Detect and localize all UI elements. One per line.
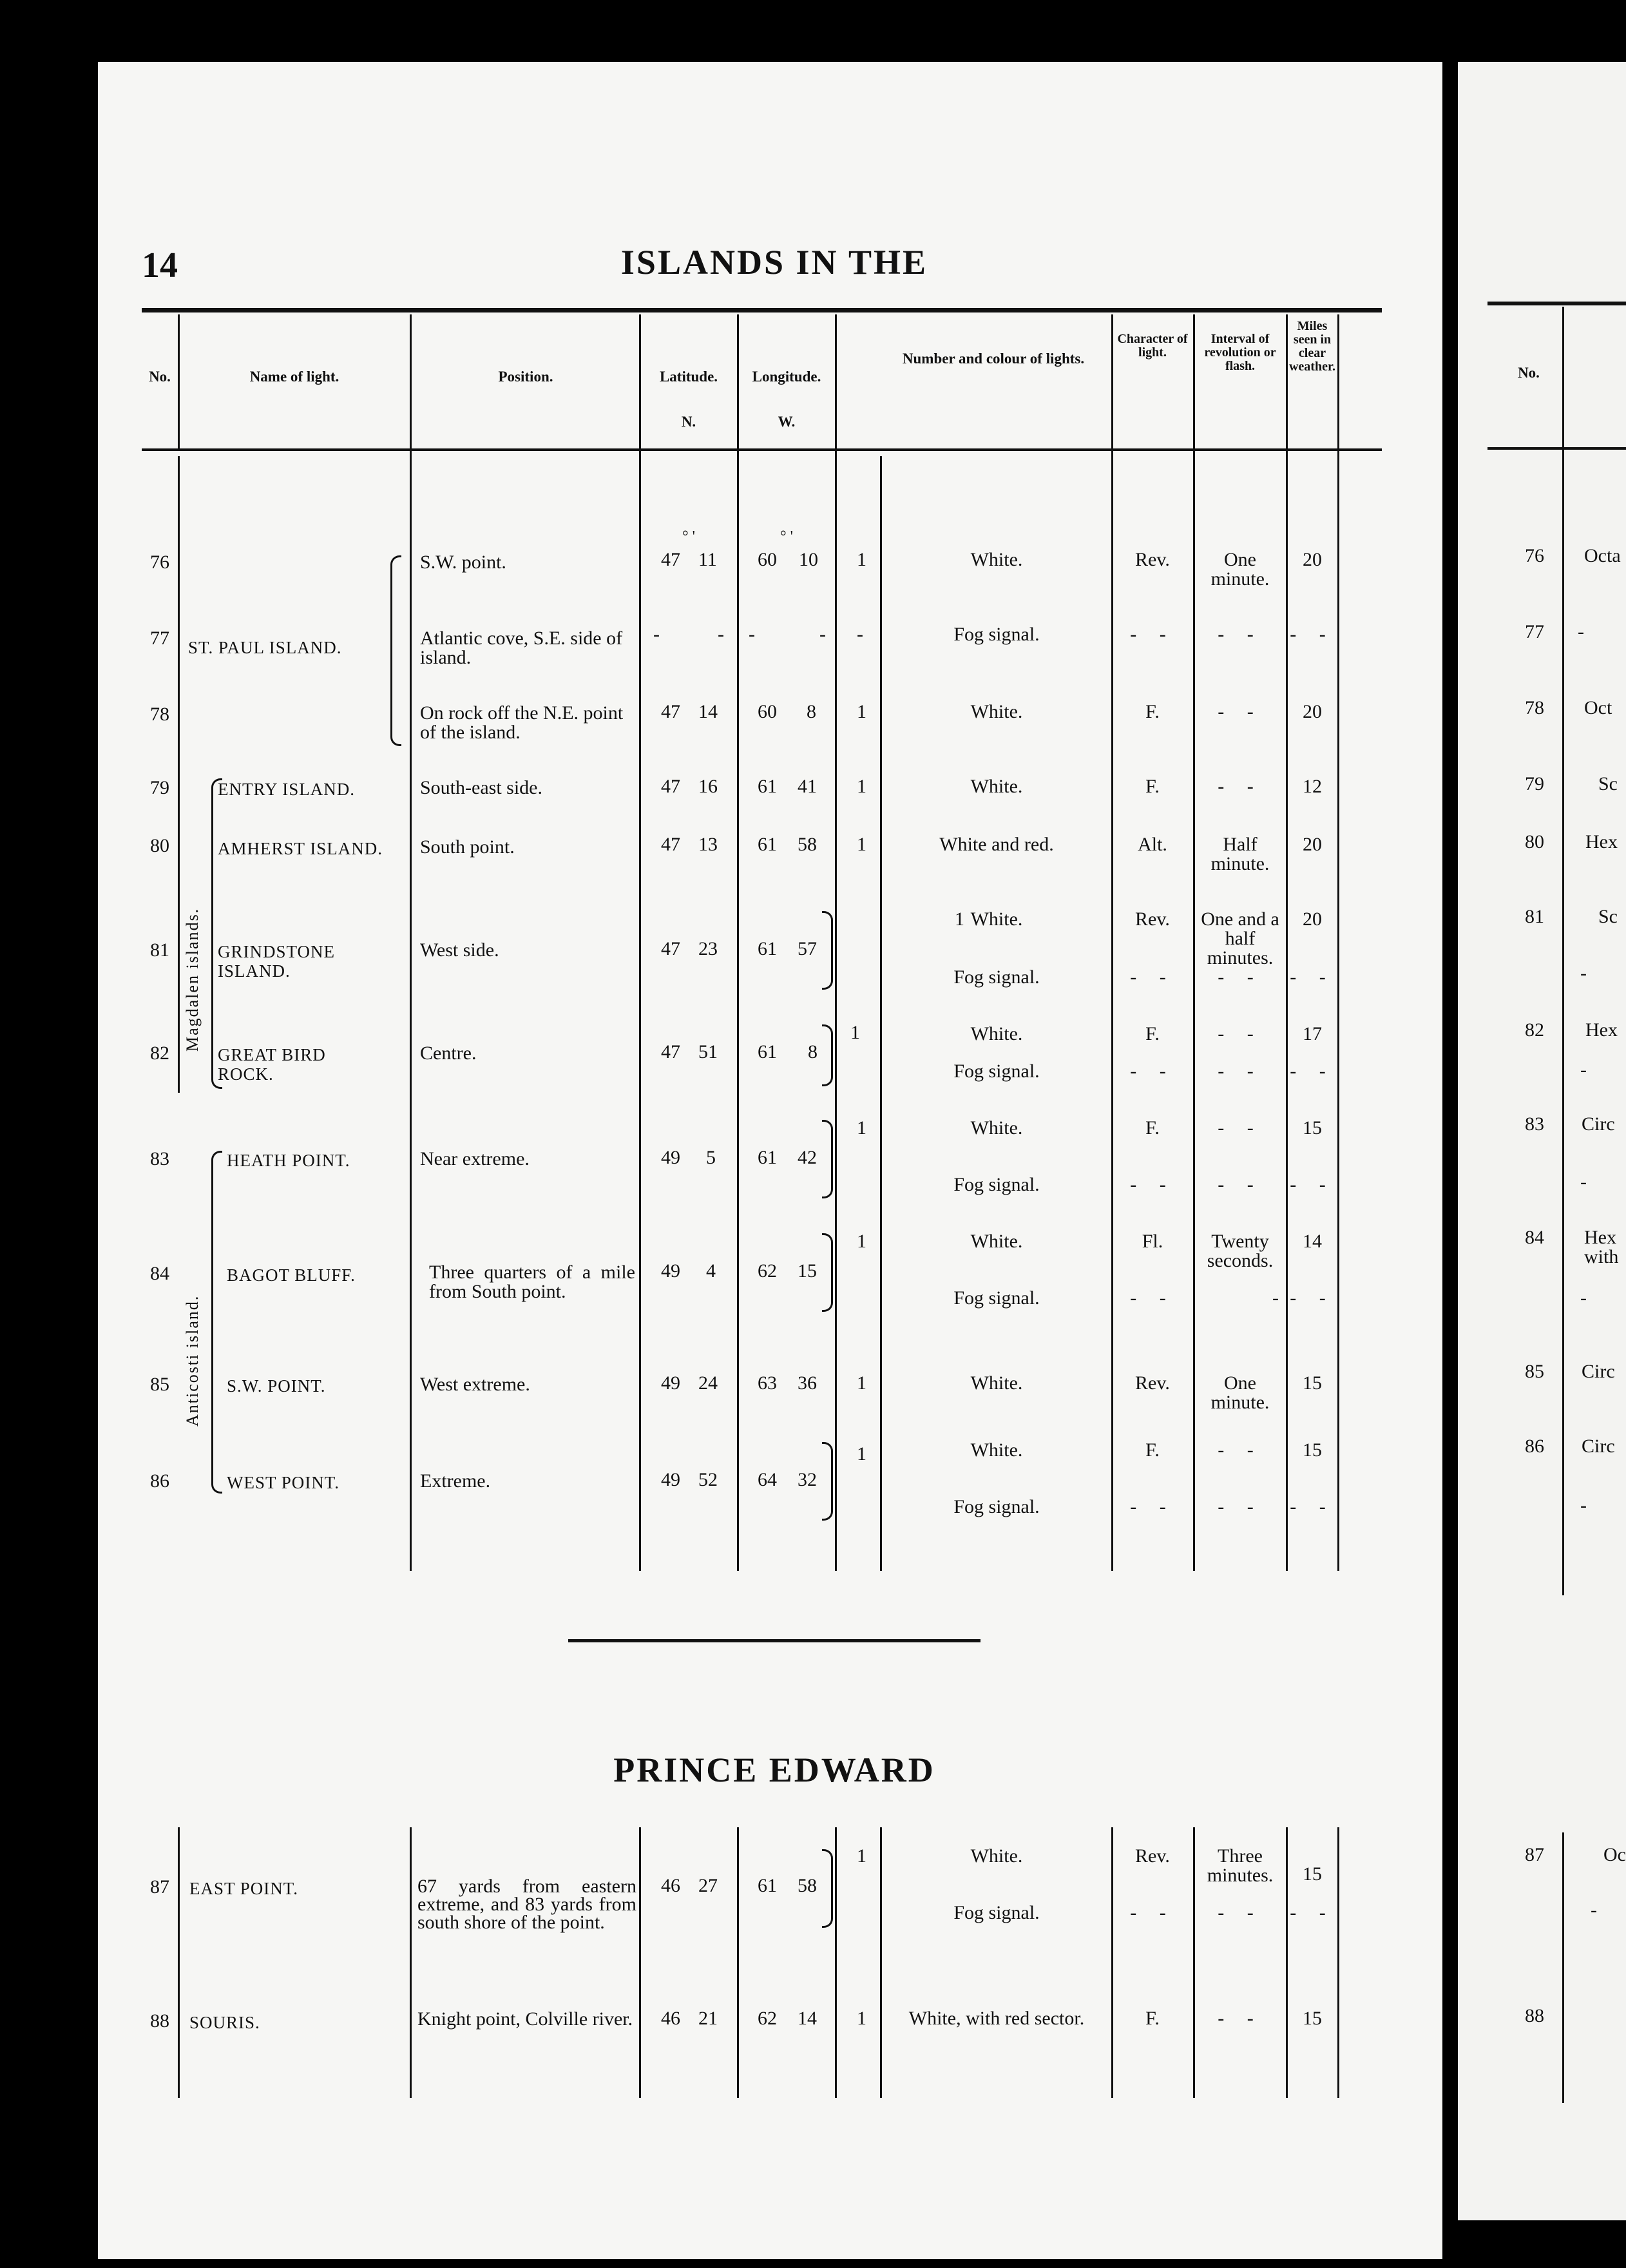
lat-min: 52 [698, 1469, 718, 1490]
col-header-lat-dir: N. [681, 414, 696, 430]
col-header-character: Character of light. [1117, 332, 1188, 360]
lon-deg: - [749, 624, 755, 645]
light-character: Rev. [1135, 549, 1170, 570]
light-character: F. [1145, 1117, 1160, 1139]
row-text: - [1580, 1287, 1587, 1309]
light-count: 1 [857, 1845, 866, 1867]
col-line [1337, 1827, 1339, 2098]
light-character: - - [1130, 1902, 1175, 1923]
light-miles: - - [1290, 1496, 1335, 1517]
col-line [410, 1827, 412, 2098]
row-text: Hex [1584, 1227, 1616, 1248]
row-no: 81 [150, 939, 169, 961]
document-page [98, 62, 1442, 2259]
facing-page-fragment [1458, 62, 1626, 2220]
col-line [737, 314, 739, 1571]
lat-min: 51 [698, 1041, 718, 1062]
lat-min: 5 [706, 1147, 716, 1168]
light-miles: 15 [1303, 1372, 1322, 1394]
row-no: 78 [150, 704, 169, 725]
lat-min: 16 [698, 776, 718, 797]
light-character: F. [1145, 2008, 1160, 2029]
light-character: - - [1130, 1061, 1175, 1082]
row-no: 79 [1525, 773, 1544, 794]
lat-deg: 47 [661, 776, 680, 797]
row-text: Sc [1598, 773, 1618, 794]
row-text: Circ [1582, 1436, 1615, 1457]
row-no: 80 [1525, 831, 1544, 852]
lon-deg: 64 [758, 1469, 777, 1490]
row-name: AMHERST ISLAND. [218, 839, 383, 858]
light-count: 1 [850, 1022, 860, 1043]
light-count: 1 [857, 1117, 866, 1139]
light-interval: One minute. [1210, 549, 1270, 590]
light-character: - - [1130, 1287, 1175, 1309]
light-count: 1 [857, 776, 866, 797]
lon-deg: 62 [758, 2008, 777, 2029]
row-no: 88 [1525, 2005, 1544, 2026]
row-text: Circ [1582, 1113, 1615, 1135]
lon-min: 32 [798, 1469, 817, 1490]
row-position: West side. [420, 939, 499, 961]
row-text: - [1580, 1495, 1587, 1516]
lat-units: ° ' [682, 528, 695, 545]
lon-deg: 61 [758, 1041, 777, 1062]
light-count: 1 [857, 2008, 866, 2029]
col-line [737, 1827, 739, 2098]
row-no: 86 [1525, 1436, 1544, 1457]
light-interval: - - [1218, 1117, 1263, 1139]
light-count: 1 [857, 1372, 866, 1394]
brace [211, 1151, 222, 1494]
light-miles: - - [1290, 1061, 1335, 1082]
col-header-longitude: Longitude. [752, 369, 821, 385]
col-header-position: Position. [498, 369, 553, 385]
lat-deg: 47 [661, 834, 680, 855]
lon-deg: 61 [758, 776, 777, 797]
lat-deg: 47 [661, 549, 680, 570]
light-colour: Fog signal. [953, 1496, 1040, 1517]
light-character: Rev. [1135, 1845, 1170, 1867]
light-miles: - - [1290, 624, 1335, 645]
lon-deg: 62 [758, 1260, 777, 1282]
light-colour: White. [970, 701, 1023, 722]
light-character: Alt. [1138, 834, 1167, 855]
light-interval: - - [1218, 1902, 1263, 1923]
row-position: S.W. point. [420, 552, 506, 573]
light-interval: - - [1218, 1061, 1263, 1082]
row-name: EAST POINT. [189, 1879, 299, 1898]
col-header-lon-dir: W. [778, 414, 796, 430]
row-no: 82 [1525, 1019, 1544, 1041]
light-interval: - - [1218, 701, 1263, 722]
row-name: WEST POINT. [227, 1473, 340, 1492]
light-interval: - [1272, 1287, 1279, 1309]
lat-min: 21 [698, 2008, 718, 2029]
light-interval: - - [1218, 1023, 1263, 1044]
row-no: 82 [150, 1043, 169, 1064]
light-count: - [857, 624, 863, 645]
light-colour: White. [970, 549, 1023, 570]
lon-deg: 61 [758, 1875, 777, 1896]
table-header-rule [142, 448, 1382, 451]
row-name: ENTRY ISLAND. [218, 780, 355, 799]
row-text: Hex [1585, 831, 1618, 852]
col-header-number-colour: Number and colour of lights. [902, 351, 1085, 367]
light-count: 1 [857, 701, 866, 722]
row-no: 88 [150, 2010, 169, 2032]
row-text: Oct [1584, 697, 1612, 718]
lat-deg: 49 [661, 1372, 680, 1394]
light-colour: White. [970, 776, 1023, 797]
light-interval: - - [1218, 1174, 1263, 1195]
light-interval: Three minutes. [1207, 1845, 1274, 1886]
group-anticosti: Anticosti island. [183, 1294, 202, 1427]
lat-deg: 47 [661, 701, 680, 722]
light-miles: 12 [1303, 776, 1322, 797]
brace [822, 1024, 833, 1086]
col-line [639, 314, 641, 1571]
row-no: 81 [1525, 906, 1544, 927]
col-header-no: No. [1518, 365, 1540, 381]
light-colour: White. [970, 1845, 1023, 1867]
row-position: Near extreme. [420, 1148, 530, 1169]
page-heading: ISLANDS IN THE [620, 243, 928, 282]
col-header-name: Name of light. [249, 369, 340, 385]
lon-deg: 60 [758, 701, 777, 722]
light-colour: Fog signal. [953, 966, 1040, 988]
row-name: GRINDSTONE ISLAND. [218, 942, 336, 981]
row-no: 85 [1525, 1361, 1544, 1382]
lat-deg: 49 [661, 1469, 680, 1490]
row-position: West extreme. [420, 1374, 530, 1395]
row-position: Atlantic cove, S.E. side of island. [420, 628, 623, 668]
lon-min: 10 [799, 549, 818, 570]
row-text: Circ [1582, 1361, 1615, 1382]
light-interval: - - [1218, 966, 1263, 988]
brace [390, 555, 401, 746]
lat-deg: 46 [661, 2008, 680, 2029]
row-text: Hex [1585, 1019, 1618, 1041]
lat-min: 27 [698, 1875, 718, 1896]
light-miles: 20 [1303, 834, 1322, 855]
row-text: Oc [1603, 1844, 1626, 1865]
row-no: 76 [150, 552, 169, 573]
light-interval: Twenty seconds. [1207, 1231, 1274, 1271]
light-colour: White. [970, 1439, 1023, 1461]
col-line [1111, 1827, 1113, 2098]
light-colour: White. [970, 1372, 1023, 1394]
col-line [1337, 314, 1339, 1571]
row-no: 79 [150, 777, 169, 798]
light-colour: White. [970, 1023, 1023, 1044]
light-interval: - - [1218, 1439, 1263, 1461]
lat-min: 24 [698, 1372, 718, 1394]
row-text: - [1591, 1899, 1597, 1921]
light-character: - - [1130, 966, 1175, 988]
row-no: 87 [1525, 1844, 1544, 1865]
brace [822, 911, 833, 990]
col-line [178, 456, 180, 1093]
brace [822, 1120, 833, 1198]
page-number: 14 [142, 245, 178, 285]
light-miles: 17 [1303, 1023, 1322, 1044]
col-line [880, 456, 882, 1571]
row-name: SOURIS. [189, 2013, 260, 2032]
light-colour: Fog signal. [953, 1287, 1040, 1309]
lon-deg: 61 [758, 938, 777, 959]
lon-min: 58 [798, 1875, 817, 1896]
light-miles: 15 [1303, 2008, 1322, 2029]
lon-min: 8 [807, 701, 816, 722]
lon-deg: 60 [758, 549, 777, 570]
lat-deg: - [653, 624, 660, 645]
table-header-rule [1487, 447, 1626, 450]
row-no: 84 [150, 1263, 169, 1284]
col-header-no: No. [149, 369, 171, 385]
row-no: 77 [150, 628, 169, 649]
lat-min: - [718, 624, 724, 645]
row-no: 80 [150, 835, 169, 856]
row-position: Centre. [420, 1043, 477, 1064]
light-character: F. [1145, 1439, 1160, 1461]
light-character: F. [1145, 1023, 1160, 1044]
col-line [880, 1827, 882, 2098]
light-character: - - [1130, 1174, 1175, 1195]
lon-min: 14 [798, 2008, 817, 2029]
row-position: Extreme. [420, 1470, 491, 1492]
lon-min: - [819, 624, 826, 645]
section-divider [568, 1639, 980, 1642]
row-text: - [1580, 1171, 1587, 1193]
row-text: - [1578, 621, 1584, 642]
light-miles: - - [1290, 1287, 1335, 1309]
light-colour: White. [970, 908, 1023, 930]
col-header-interval: Interval of revolution or flash. [1204, 332, 1276, 373]
col-line [1562, 1832, 1564, 2103]
row-name: S.W. POINT. [227, 1376, 326, 1396]
light-count: 1 [955, 908, 964, 930]
col-header-latitude: Latitude. [659, 369, 718, 385]
light-colour: White. [970, 1231, 1023, 1252]
light-colour: White, with red sector. [908, 2008, 1085, 2029]
row-no: 77 [1525, 621, 1544, 642]
lat-min: 4 [706, 1260, 716, 1282]
light-miles: 15 [1303, 1439, 1322, 1461]
light-colour: Fog signal. [953, 1902, 1040, 1923]
light-count: 1 [857, 549, 866, 570]
row-no: 76 [1525, 545, 1544, 566]
light-interval: - - [1218, 624, 1263, 645]
lon-min: 36 [798, 1372, 817, 1394]
lat-deg: 46 [661, 1875, 680, 1896]
light-colour: Fog signal. [953, 1174, 1040, 1195]
col-line [178, 1827, 180, 2098]
table-top-rule [142, 308, 1382, 312]
row-no: 83 [150, 1148, 169, 1169]
light-count: 1 [857, 834, 866, 855]
row-name: HEATH POINT. [227, 1151, 350, 1170]
light-miles: 15 [1303, 1863, 1322, 1885]
row-position: On rock off the N.E. point of the island. [420, 702, 624, 743]
light-miles: - - [1290, 1902, 1335, 1923]
row-name: BAGOT BLUFF. [227, 1265, 356, 1285]
col-line [835, 1827, 837, 2098]
lat-min: 11 [698, 549, 717, 570]
row-text: Octa [1584, 545, 1621, 566]
row-position: Three quarters of a mile from South point. [429, 1262, 635, 1302]
light-miles: 20 [1303, 549, 1322, 570]
light-interval: - - [1218, 2008, 1263, 2029]
light-miles: 20 [1303, 908, 1322, 930]
row-no: 78 [1525, 697, 1544, 718]
row-name: GREAT BIRD ROCK. [218, 1045, 326, 1084]
light-miles: 15 [1303, 1117, 1322, 1139]
lat-deg: 47 [661, 1041, 680, 1062]
lon-min: 42 [798, 1147, 817, 1168]
row-no: 87 [150, 1876, 169, 1898]
brace [822, 1233, 833, 1312]
row-text: with [1584, 1246, 1619, 1267]
light-colour: Fog signal. [953, 1061, 1040, 1082]
light-miles: - - [1290, 1174, 1335, 1195]
lon-deg: 61 [758, 834, 777, 855]
row-position: 67 yards from eastern extreme, and 83 yards from south shore of the point. [417, 1876, 636, 1933]
light-colour: Fog signal. [953, 624, 1040, 645]
lat-deg: 49 [661, 1147, 680, 1168]
lon-min: 15 [798, 1260, 817, 1282]
lon-units: ° ' [780, 528, 793, 545]
lon-deg: 63 [758, 1372, 777, 1394]
lon-min: 41 [798, 776, 817, 797]
light-miles: 20 [1303, 701, 1322, 722]
row-no: 85 [150, 1374, 169, 1395]
light-character: F. [1145, 701, 1160, 722]
table-top-rule [1487, 302, 1626, 305]
col-line [639, 1827, 641, 2098]
light-character: Rev. [1135, 1372, 1170, 1394]
lon-min: 58 [798, 834, 817, 855]
lat-deg: 47 [661, 938, 680, 959]
light-miles: 14 [1303, 1231, 1322, 1252]
lat-deg: 49 [661, 1260, 680, 1282]
row-position: South-east side. [420, 777, 542, 798]
row-no: 83 [1525, 1113, 1544, 1135]
lat-min: 13 [698, 834, 718, 855]
light-interval: - - [1218, 776, 1263, 797]
light-colour: White. [970, 1117, 1023, 1139]
section-heading: PRINCE EDWARD [613, 1751, 935, 1789]
lon-min: 57 [798, 938, 817, 959]
light-colour: White and red. [939, 834, 1054, 855]
light-character: - - [1130, 1496, 1175, 1517]
lon-min: 8 [808, 1041, 818, 1062]
row-no: 86 [150, 1470, 169, 1492]
col-line [1562, 307, 1564, 1595]
row-no: 84 [1525, 1227, 1544, 1248]
brace [211, 778, 222, 1089]
brace [822, 1849, 833, 1928]
col-line [410, 314, 412, 1571]
row-text: - [1580, 1059, 1587, 1081]
light-interval: One and a half minutes. [1201, 908, 1279, 968]
light-count: 1 [857, 1443, 866, 1465]
light-character: Rev. [1135, 908, 1170, 930]
row-text: - [1580, 963, 1587, 984]
group-st-paul: ST. PAUL ISLAND. [188, 638, 342, 657]
light-interval: Half minute. [1210, 834, 1270, 874]
light-interval: One minute. [1210, 1372, 1270, 1413]
brace [822, 1442, 833, 1521]
row-text: Sc [1598, 906, 1618, 927]
row-position: South point. [420, 836, 515, 858]
col-line [178, 314, 180, 448]
light-interval: - - [1218, 1496, 1263, 1517]
col-header-miles: Miles seen in clear weather. [1288, 319, 1336, 374]
light-character: F. [1145, 776, 1160, 797]
col-line [835, 314, 837, 1571]
lat-min: 14 [698, 701, 718, 722]
row-position: Knight point, Colville river. [417, 2008, 633, 2030]
light-character: - - [1130, 624, 1175, 645]
light-count: 1 [857, 1231, 866, 1252]
lon-deg: 61 [758, 1147, 777, 1168]
light-miles: - - [1290, 966, 1335, 988]
lat-min: 23 [698, 938, 718, 959]
group-magdalen: Magdalen islands. [183, 907, 202, 1052]
light-character: Fl. [1142, 1231, 1163, 1252]
